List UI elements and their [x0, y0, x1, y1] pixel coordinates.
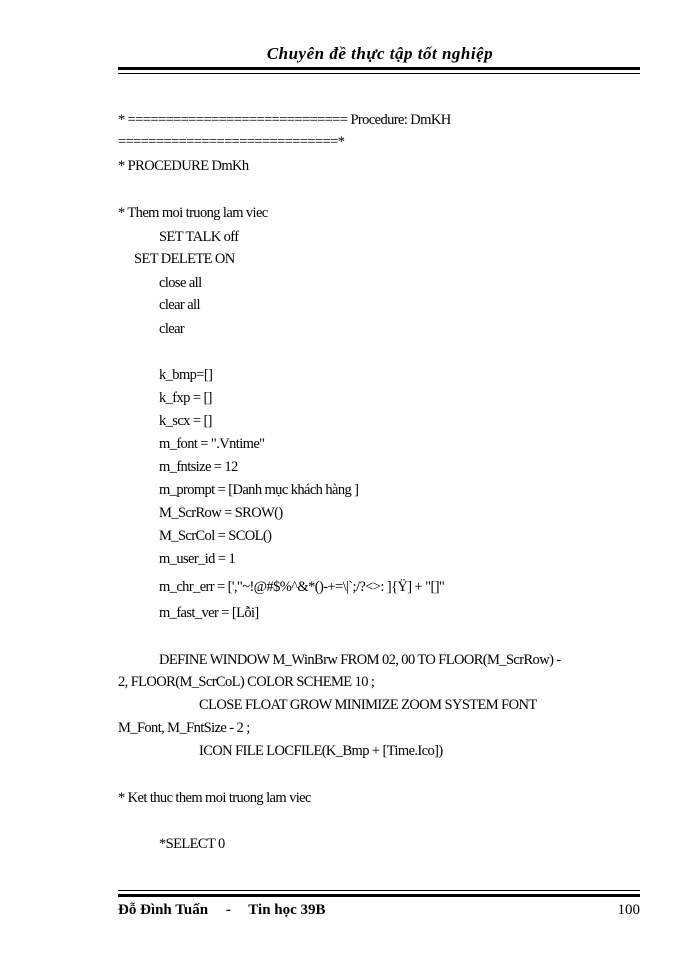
page-number: 100: [617, 902, 640, 918]
footer-rule-thin: [118, 890, 640, 891]
header-rule-thick: [118, 67, 640, 70]
code-line: k_bmp=[]: [159, 367, 213, 383]
code-line: k_fxp = []: [159, 390, 212, 406]
code-line: SET TALK off: [159, 229, 239, 245]
code-line: M_Font, M_FntSize - 2 ;: [118, 720, 250, 736]
code-line: M_ScrCol = SCOL(): [159, 528, 272, 544]
code-line: ICON FILE LOCFILE(K_Bmp + [Time.Ico]): [199, 743, 443, 759]
footer-rule-thick: [118, 894, 640, 897]
code-line: * PROCEDURE DmKh: [118, 158, 249, 174]
header-rule-thin: [118, 73, 640, 74]
footer-author-block: [118, 902, 340, 919]
code-line: close all: [159, 275, 202, 291]
code-line: m_user_id = 1: [159, 551, 236, 567]
code-line: clear all: [159, 297, 200, 313]
header-title: Chuyên đề thực tập tốt nghiệp: [266, 44, 494, 63]
code-line: 2, FLOOR(M_ScrCoL) COLOR SCHEME 10 ;: [118, 674, 375, 690]
code-line: clear: [159, 321, 185, 337]
code-line: m_chr_err = [',"~!@#$%^&*()-+=\|`;/?<>: ]{Ÿ] + "[]": [159, 579, 445, 595]
code-line: m_fntsize = 12: [159, 459, 238, 475]
code-line: k_scx = []: [159, 413, 212, 429]
code-line: =============================*: [118, 134, 345, 150]
code-line: * Ket thuc them moi truong lam viec: [118, 790, 311, 806]
footer-class: Tin học 39B: [248, 902, 326, 918]
code-line: m_prompt = [Danh mục khách hàng ]: [159, 482, 359, 498]
code-line: * Them moi truong lam viec: [118, 205, 268, 221]
footer-author: Đỗ Đình Tuấn: [118, 902, 209, 918]
code-line: m_font = ".Vntime": [159, 436, 265, 452]
code-line: DEFINE WINDOW M_WinBrw FROM 02, 00 TO FLOOR(M_ScrRow) -: [159, 652, 561, 668]
code-line: CLOSE FLOAT GROW MINIMIZE ZOOM SYSTEM FONT: [199, 697, 537, 713]
footer-separator: -: [225, 902, 231, 918]
code-line: M_ScrRow = SROW(): [159, 505, 283, 521]
code-line: m_fast_ver = [Lỗi]: [159, 605, 259, 621]
code-line: *SELECT 0: [159, 836, 225, 852]
code-line: * ============================= Procedure: DmKH: [118, 112, 451, 128]
code-line: SET DELETE ON: [134, 251, 235, 267]
